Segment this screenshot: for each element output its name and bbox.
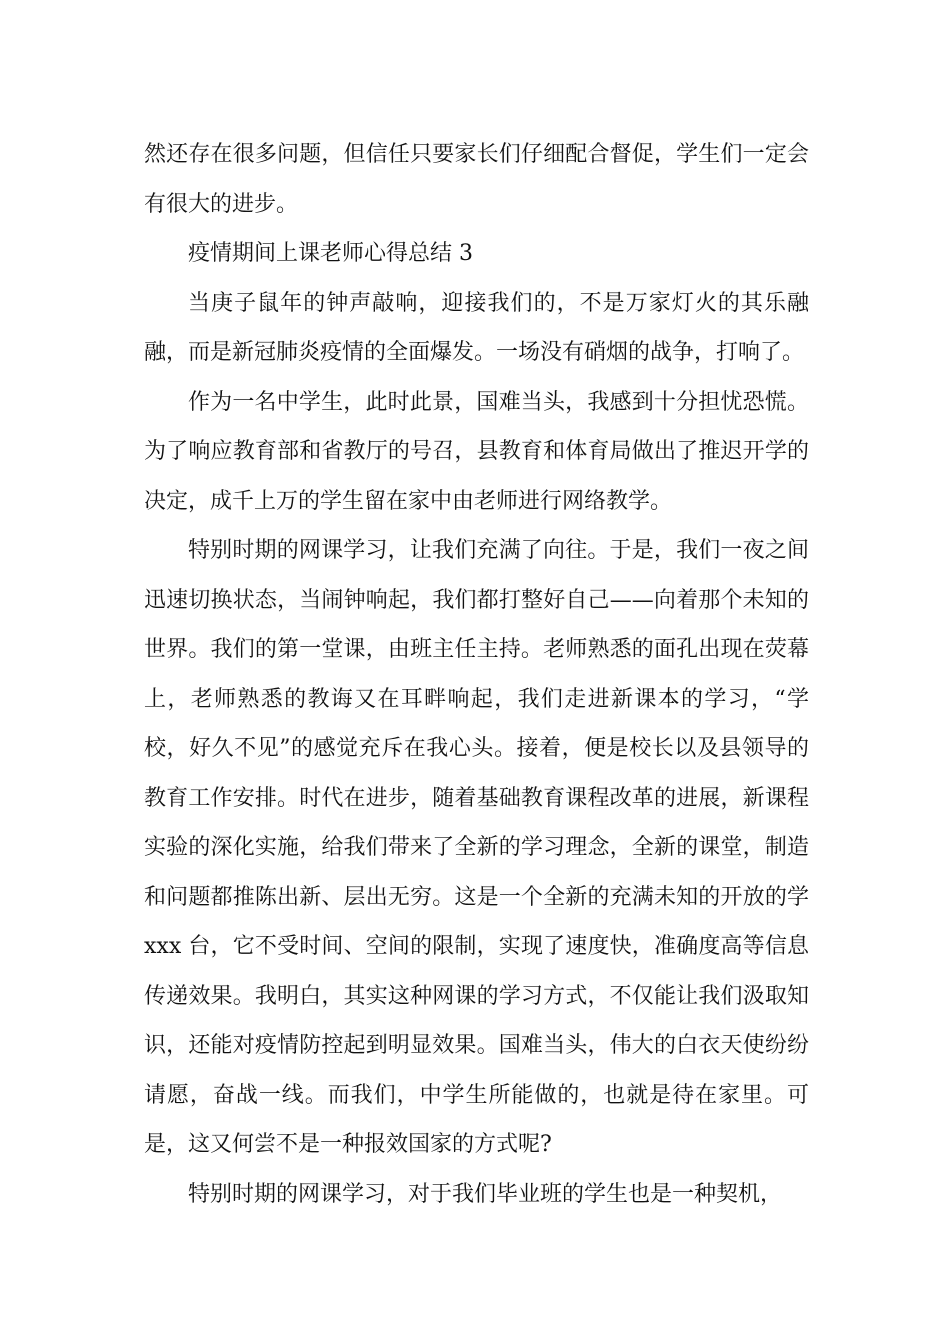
paragraph-2: 作为一名中学生，此时此景，国难当头，我感到十分担忧恐慌。为了响应教育部和省教厅的号召，县教育和体育局做出了推迟开学的决定，成千上万的学生留在家中由老师进行网络教学。	[144, 389, 809, 514]
document-body	[144, 130, 809, 1219]
paragraph-1: 当庚子鼠年的钟声敲响，迎接我们的，不是万家灯火的其乐融融，而是新冠肺炎疫情的全面爆发。一场没有硝烟的战争，打响了。	[144, 290, 809, 365]
paragraph-4: 特别时期的网课学习，对于我们毕业班的学生也是一种契机，	[188, 1181, 783, 1207]
section-heading: 疫情期间上课老师心得总结 3	[188, 241, 473, 266]
paragraph-3: 特别时期的网课学习，让我们充满了向往。于是，我们一夜之间迅速切换状态，当闹钟响起，我们都打整好自己——向着那个未知的世界。我们的第一堂课，由班主任主持。老师熟悉的面孔出现在荧幕上，老师熟悉的教诲又在耳畔响起，我们走进新课本的学习，“学校，好久不见”的感觉充斥在我心头。接着，便是校长以及县领导的教育工作安排。时代在进步，随着基础教育课程改革的进展，新课程实验的深化实施，给我们带来了全新的学习理念，全新的课堂，制造和问题都推陈出新、层出无穷。这是一个全新的充满未知的开放的学 xxx 台，它不受时间、空间的限制，实现了速度快，准确度高等信息传递效果。我明白，其实这种网课的学习方式，不仅能让我们汲取知识，还能对疫情防控起到明显效果。国难当头，伟大的白衣天使纷纷请愿，奋战一线。而我们，中学生所能做的，也就是待在家里。可是，这又何尝不是一种报效国家的方式呢?	[144, 538, 809, 1157]
continuation-paragraph: 然还存在很多问题，但信任只要家长们仔细配合督促，学生们一定会有很大的进步。	[144, 142, 809, 217]
